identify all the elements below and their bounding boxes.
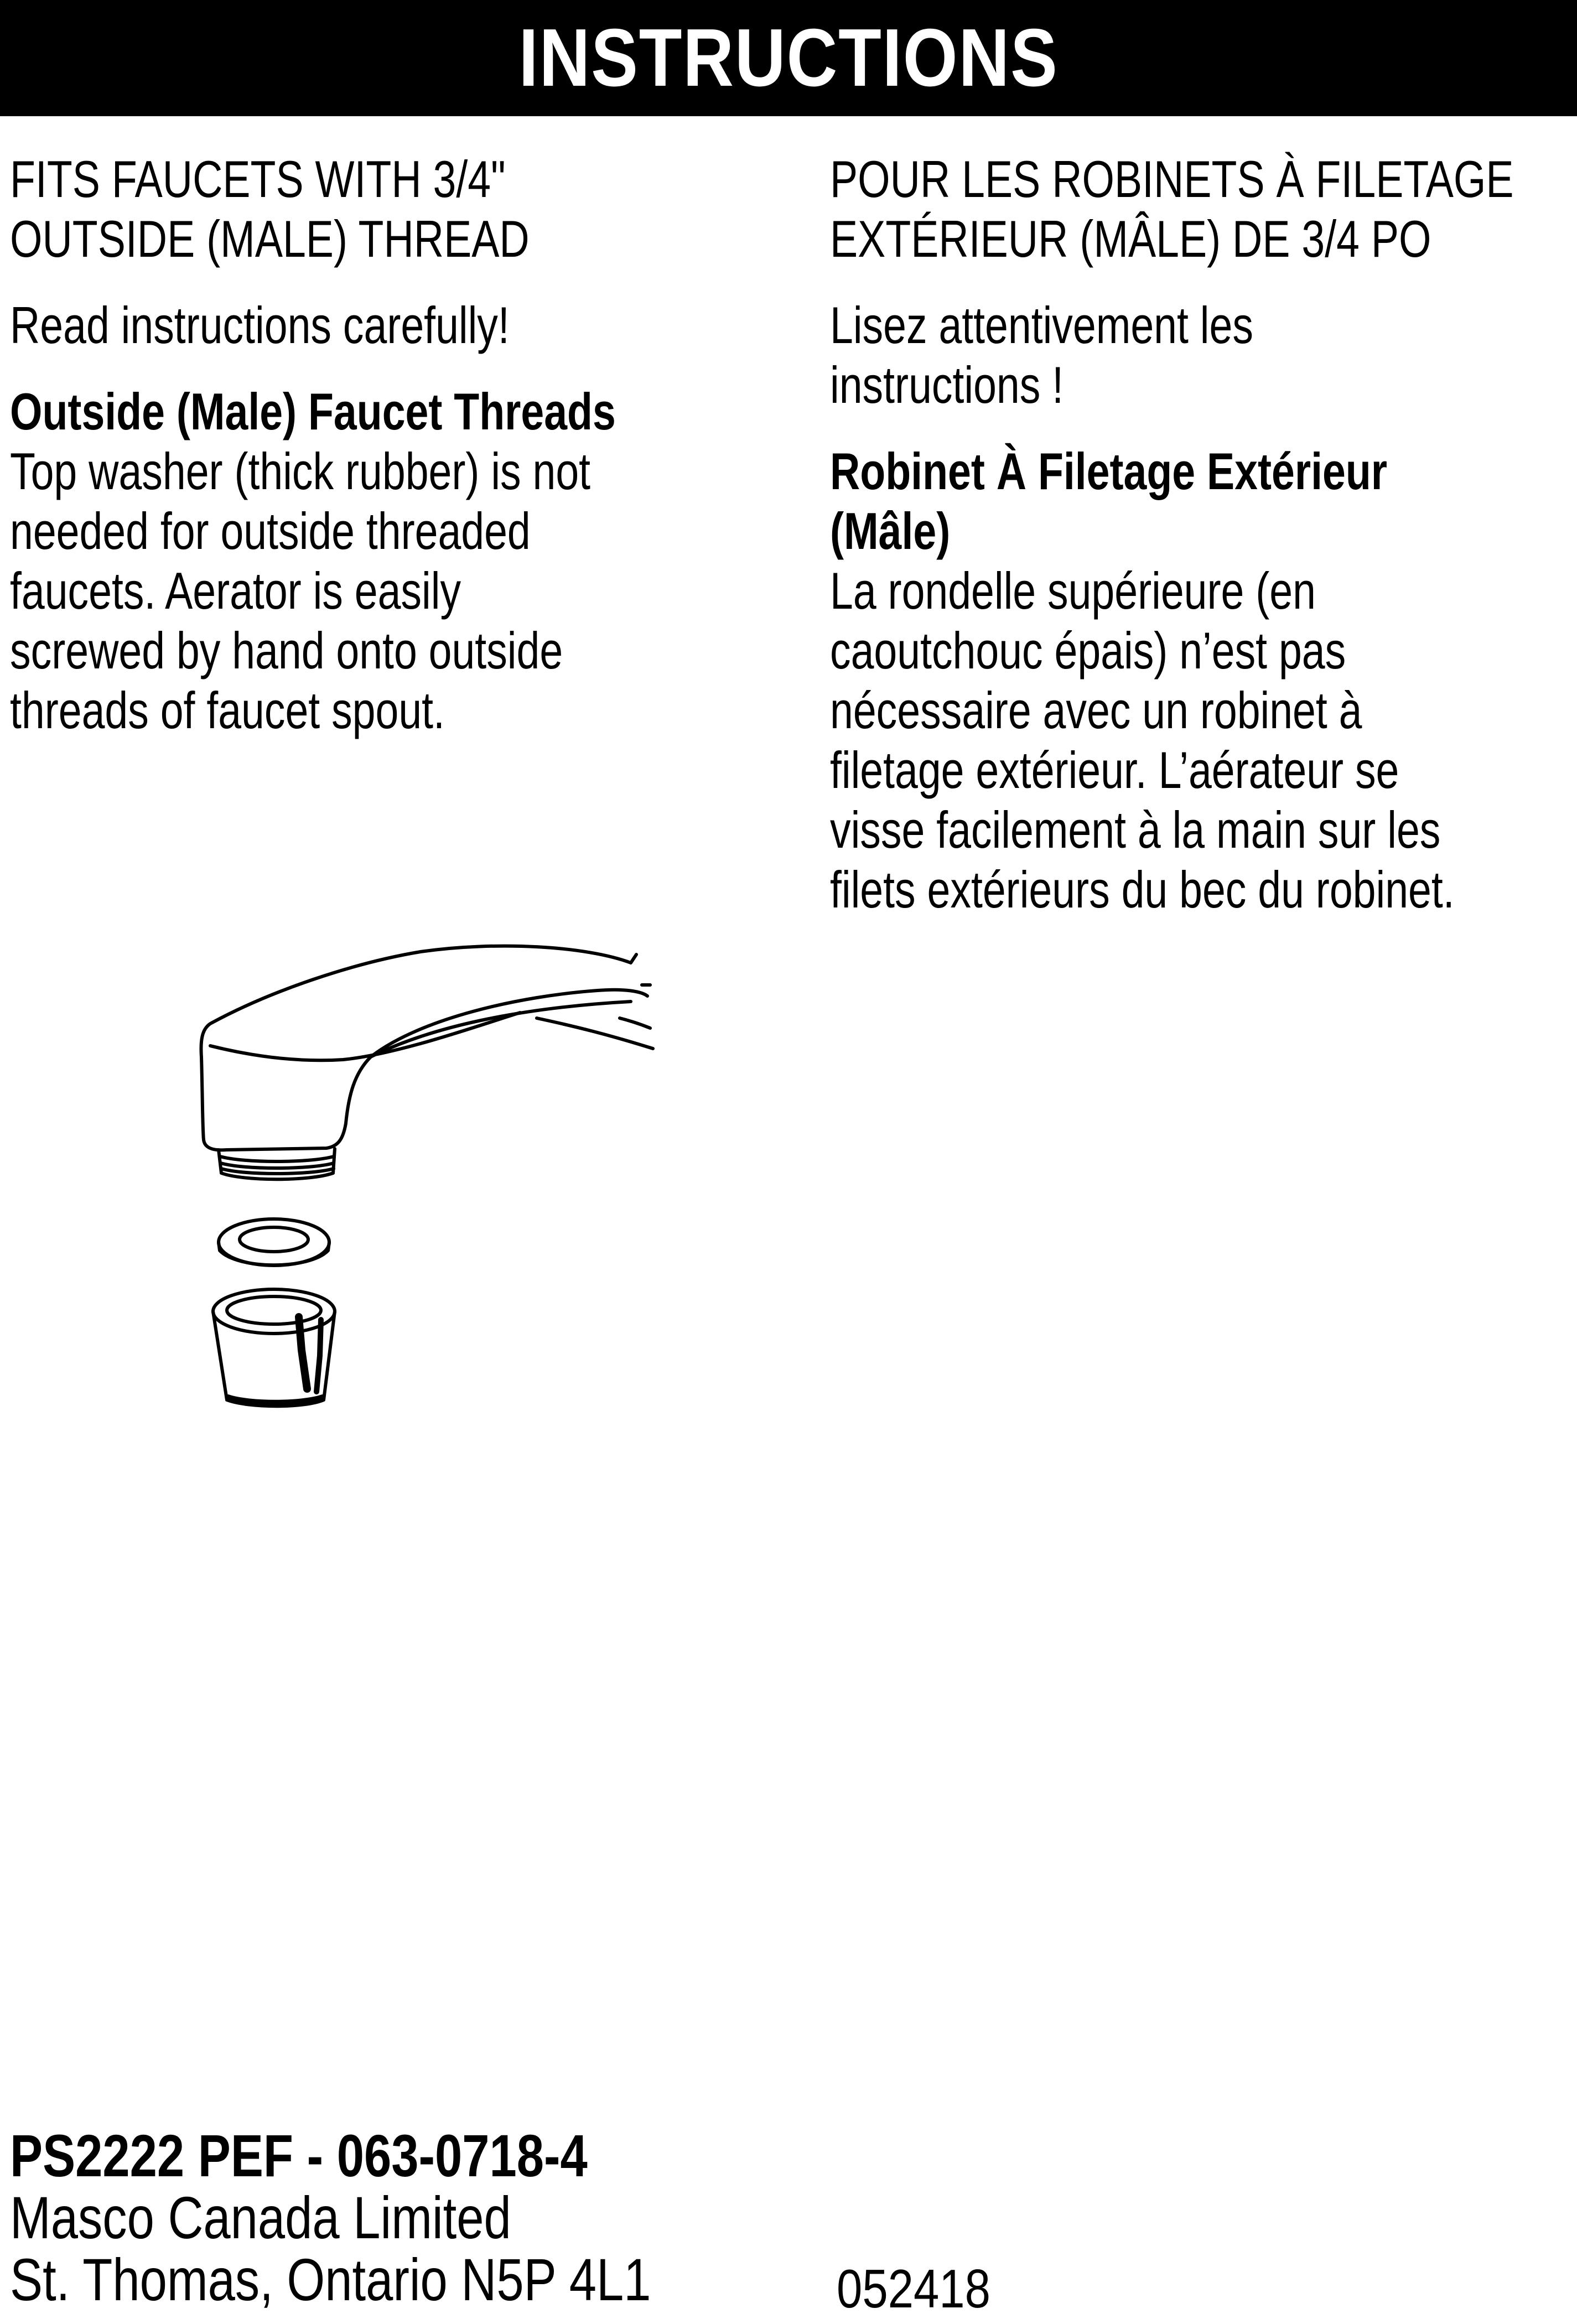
section-body-fr: La rondelle supérieure (en caoutchouc épais) n’est pas nécessaire avec un robinet à filetage extérieur. L’aérateur se visse facilement à la main sur les filets extérieurs du bec du robinet. bbox=[830, 562, 1455, 919]
header-bar bbox=[0, 0, 1577, 116]
washer-icon bbox=[219, 1219, 329, 1265]
company-address: St. Thomas, Ontario N5P 4L1 bbox=[10, 2246, 651, 2313]
french-column bbox=[830, 149, 1577, 946]
page-title: INSTRUCTIONS bbox=[518, 12, 1059, 103]
document-number: 052418 bbox=[837, 2258, 990, 2319]
faucet-spout-icon bbox=[201, 946, 647, 1150]
section-heading-fr: Robinet À Filetage Extérieur (Mâle) bbox=[830, 442, 1388, 560]
aerator-icon bbox=[213, 1289, 335, 1406]
section-heading-en: Outside (Male) Faucet Threads bbox=[10, 382, 616, 440]
read-line-en: Read instructions carefully! bbox=[10, 296, 510, 354]
section-body-en: Top washer (thick rubber) is not needed for outside threaded faucets. Aerator is easily screwed by hand onto outside threads of faucet spout. bbox=[10, 442, 591, 739]
company-name: Masco Canada Limited bbox=[10, 2184, 511, 2251]
fit-line-en: FITS FAUCETS WITH 3/4" OUTSIDE (MALE) THREAD bbox=[10, 150, 530, 268]
read-line-fr: Lisez attentivement les instructions ! bbox=[830, 296, 1253, 414]
fit-line-fr: POUR LES ROBINETS À FILETAGE EXTÉRIEUR (MÂLE) DE 3/4 PO bbox=[830, 150, 1514, 268]
footer bbox=[10, 2122, 651, 2313]
faucet-aerator-illustration bbox=[188, 930, 664, 1428]
product-code: PS2222 PEF - 063-0718-4 bbox=[10, 2122, 588, 2189]
english-column bbox=[10, 149, 718, 767]
